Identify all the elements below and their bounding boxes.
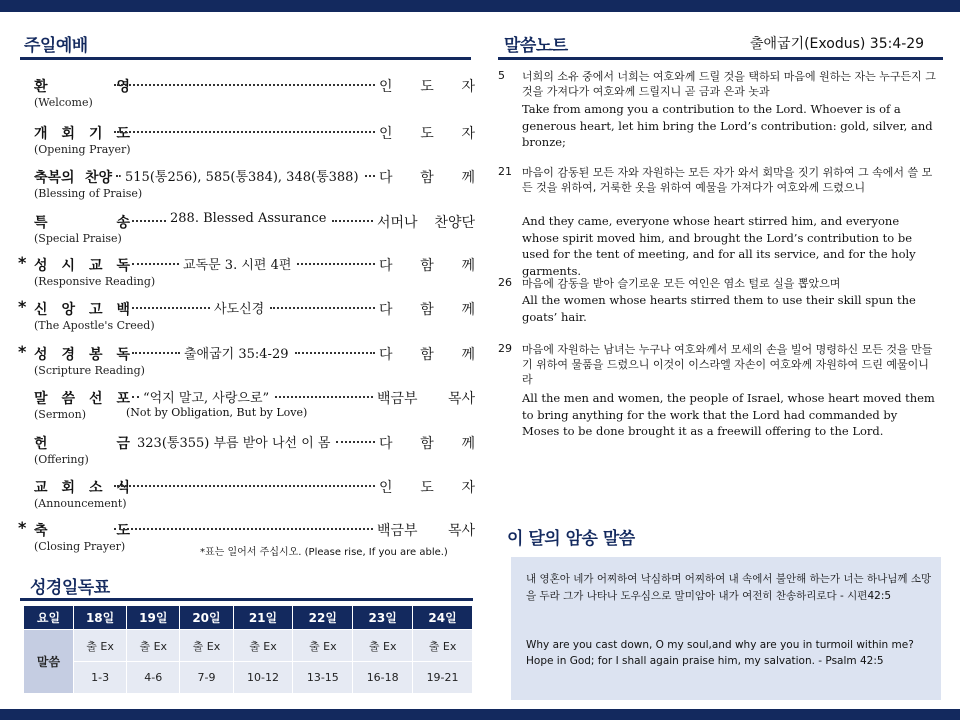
reading-header-day: 19일	[127, 606, 180, 630]
order-item	[20, 210, 475, 250]
order-item-leader-part: 도	[420, 126, 434, 142]
order-item-leader-part: 함	[420, 436, 434, 452]
worship-title: 주일예배	[24, 36, 88, 56]
order-item-english: (The Apostle's Creed)	[34, 319, 155, 332]
order-item-leader-part: 께	[461, 436, 475, 452]
order-item	[20, 431, 475, 471]
reading-header-day: 24일	[413, 606, 473, 630]
order-item-name-part: 송	[116, 215, 130, 231]
verse-english: All the men and women, the people of Israel, whose heart moved them to bring anything for the work that the Lord had commanded by Moses to be done brought it as a freewill offering to the Lord.	[522, 391, 935, 438]
leader-dots	[295, 352, 375, 354]
order-item-name-part: 독	[116, 347, 130, 363]
order-item-name-part: 도	[116, 523, 130, 539]
leader-dots	[114, 84, 375, 86]
order-item-leader-part: 함	[420, 302, 434, 318]
order-item-english: (Closing Prayer)	[34, 540, 126, 553]
leader-dots	[275, 396, 373, 398]
order-item-subcontent: (Not by Obligation, But by Love)	[126, 406, 308, 419]
order-item	[20, 342, 475, 382]
order-item-leader-part: 도	[420, 480, 434, 496]
order-item-leader	[379, 76, 475, 96]
order-item-name-part: 교	[88, 258, 103, 274]
stand-marker: *	[18, 518, 27, 537]
order-item-leader-part: 자	[461, 79, 475, 95]
reading-book-cell: 출 Ex	[413, 630, 473, 662]
reading-book-cell: 출 Ex	[74, 630, 127, 662]
verse-number: 5	[498, 69, 505, 82]
order-item-leader	[377, 212, 475, 232]
order-item-name-part: 포	[116, 391, 130, 407]
order-item-name	[34, 433, 130, 453]
order-item-name-part: 영	[116, 79, 130, 95]
verse-korean: 너희의 소유 중에서 너희는 여호와께 드릴 것을 택하되 마음에 원하는 자는 누구든지 그것을 가져다가 여호와께 드릴지니 곧 금과 은과 놋과	[522, 70, 936, 98]
order-item-leader-part: 목사	[447, 523, 475, 539]
order-item-english: (Opening Prayer)	[34, 143, 131, 156]
reading-book-cell: 출 Ex	[127, 630, 180, 662]
leader-dots	[132, 263, 179, 265]
reading-book-cell: 출 Ex	[293, 630, 353, 662]
reading-header-day: 21일	[233, 606, 293, 630]
leader-dots	[132, 307, 210, 309]
order-item-leader-part: 께	[461, 170, 475, 186]
order-item-name-part: 선	[88, 391, 103, 407]
order-item-name-part: 경	[61, 347, 76, 363]
reading-chapter-cell: 13-15	[293, 662, 353, 694]
order-item-leader	[379, 344, 475, 364]
order-item-name	[34, 123, 130, 143]
order-item-content: “억지 말고, 사랑으로”	[143, 391, 270, 406]
leader-dots	[332, 220, 373, 222]
order-item-name-part: 소	[88, 480, 103, 496]
order-item-leader-part: 자	[461, 126, 475, 142]
reading-chapter-cell: 16-18	[353, 662, 413, 694]
order-item-leader-part: 다	[379, 258, 393, 274]
order-item-name-part: 찬양	[84, 170, 112, 186]
order-item	[20, 165, 475, 205]
leader-dots	[114, 485, 375, 487]
leader-dots	[336, 441, 375, 443]
order-item-leader-part: 도	[420, 79, 434, 95]
worship-title-rule	[20, 57, 471, 60]
reading-chapter-cell: 10-12	[233, 662, 293, 694]
order-item-name-part: 교	[34, 480, 48, 496]
order-item-leader-part: 다	[379, 347, 393, 363]
order-item-leader-part: 서머나	[377, 215, 418, 231]
order-item-name-part: 특	[34, 215, 48, 231]
order-item-english: (Offering)	[34, 453, 89, 466]
order-item-name-part: 도	[116, 126, 130, 142]
verse-korean: 마음이 감동된 모든 자와 자원하는 모든 자가 와서 회막을 짓기 위하여 그 속에서 쓸 모든 것을 위하여, 거룩한 옷을 위하여 예물을 가져다가 여호와께 드렸으니	[522, 166, 933, 194]
order-item-leader-part: 께	[461, 302, 475, 318]
order-item-name	[34, 520, 130, 540]
order-item-leader	[379, 299, 475, 319]
leader-dots	[114, 131, 375, 133]
order-item-english: (Special Praise)	[34, 232, 122, 245]
order-item-name	[34, 167, 112, 187]
order-item	[20, 74, 475, 114]
order-item-name-part: 독	[116, 258, 130, 274]
order-item-leader-part: 께	[461, 347, 475, 363]
order-item-name-part: 식	[116, 480, 130, 496]
order-item-leader-part: 인	[379, 79, 393, 95]
order-item-name-part: 금	[116, 436, 130, 452]
memory-verse-box	[511, 557, 941, 700]
order-item-english: (Responsive Reading)	[34, 275, 156, 288]
order-item-english: (Scripture Reading)	[34, 364, 145, 377]
order-item	[20, 253, 475, 293]
order-item-leader-part: 함	[420, 258, 434, 274]
order-item-leader	[379, 433, 475, 453]
reading-row-chapters	[24, 662, 473, 694]
order-item-leader-part: 다	[379, 302, 393, 318]
order-item-name-part: 헌	[34, 436, 48, 452]
order-item-name-part: 성	[34, 258, 48, 274]
reading-header-label: 요일	[24, 606, 74, 630]
notes-title: 말씀노트	[504, 36, 568, 56]
rise-note: *표는 일어서 주십시오. (Please rise, If you are able.)	[200, 547, 448, 558]
order-item-leader-part: 백금부	[377, 523, 418, 539]
notes-title-rule	[498, 57, 943, 60]
reading-header-day: 20일	[180, 606, 233, 630]
order-item	[20, 386, 475, 426]
order-item-leader-part: 함	[420, 170, 434, 186]
order-item-name-part: 성	[34, 347, 48, 363]
memory-title: 이 달의 암송 말씀	[507, 529, 635, 549]
leader-dots	[365, 175, 375, 177]
verse-number: 29	[498, 342, 512, 355]
reading-header-day: 22일	[293, 606, 353, 630]
leader-dots	[132, 352, 180, 354]
order-item-leader-part: 다	[379, 170, 393, 186]
order-item-english: (Announcement)	[34, 497, 127, 510]
reading-row-books	[24, 630, 473, 662]
reading-row-label: 말씀	[24, 630, 74, 694]
order-item-leader	[379, 123, 475, 143]
order-item-content: 교독문 3. 시편 4편	[183, 258, 292, 273]
leader-dots	[116, 175, 121, 177]
order-item-name-part: 환	[34, 79, 48, 95]
reading-title: 성경일독표	[30, 578, 110, 598]
order-item-name-part: 축	[34, 523, 48, 539]
order-item-leader-part: 께	[461, 258, 475, 274]
order-item	[20, 297, 475, 337]
order-item-leader	[377, 388, 475, 408]
stand-marker: *	[18, 253, 27, 272]
order-item-name	[34, 76, 130, 96]
order-item-name-part: 봉	[88, 347, 103, 363]
order-item-name	[34, 212, 130, 232]
order-item-name-part: 회	[61, 126, 76, 142]
order-item-leader-part: 목사	[447, 391, 475, 407]
reading-table	[23, 605, 473, 694]
order-item-name-part: 개	[34, 126, 48, 142]
verse-korean: 마음에 자원하는 남녀는 누구나 여호와께서 모세의 손을 빌어 명령하신 모든 것을 만들기 위하여 물품을 드렸으니 이것이 이스라엘 자손이 여호와께 자원하여 드린 예물이니라	[522, 343, 933, 386]
memory-verse-korean: 내 영혼아 네가 어찌하여 낙심하며 어찌하여 내 속에서 불안해 하는가 너는 하나님께 소망을 두라 그가 나타나 도우심으로 말미암아 내가 여전히 찬송하리로다 - 시편42:5	[526, 573, 932, 602]
stand-marker: *	[18, 297, 27, 316]
order-item-leader-part: 인	[379, 126, 393, 142]
order-item-name-part: 시	[61, 258, 76, 274]
order-item-name-part: 앙	[61, 302, 76, 318]
leader-dots	[132, 220, 166, 222]
order-item-name-part: 신	[34, 302, 48, 318]
leader-dots	[114, 528, 373, 530]
order-item	[20, 475, 475, 515]
order-item-name-part: 축복의	[34, 170, 75, 186]
order-item-name	[34, 477, 130, 497]
order-item-leader-part: 함	[420, 347, 434, 363]
reading-chapter-cell: 7-9	[180, 662, 233, 694]
order-item-leader-part: 찬양단	[434, 215, 475, 231]
leader-dots	[132, 396, 139, 398]
order-item-name-part: 기	[88, 126, 103, 142]
order-item-content: 323(통355) 부름 받아 나선 이 몸	[137, 436, 331, 451]
reading-title-rule	[20, 598, 473, 601]
reading-chapter-cell: 4-6	[127, 662, 180, 694]
verse-korean: 마음에 감동을 받아 슬기로운 모든 여인은 염소 털로 실을 뽑았으며	[522, 277, 841, 290]
order-item-name	[34, 255, 130, 275]
order-item-english: (Welcome)	[34, 96, 93, 109]
reading-chapter-cell: 19-21	[413, 662, 473, 694]
order-item-leader-part: 인	[379, 480, 393, 496]
verse-number: 26	[498, 276, 512, 289]
order-item-leader	[379, 255, 475, 275]
reading-book-cell: 출 Ex	[233, 630, 293, 662]
order-item-leader-part: 다	[379, 436, 393, 452]
leader-dots	[270, 307, 375, 309]
reading-header-day: 23일	[353, 606, 413, 630]
bottom-band	[0, 709, 960, 720]
order-item-name-part: 말	[34, 391, 48, 407]
verse-english: Take from among you a contribution to the Lord. Whoever is of a generous heart, let him bring the Lord’s contribution: gold, silver, and bronze;	[522, 102, 933, 149]
reading-header-day: 18일	[74, 606, 127, 630]
order-item-content: 515(통256), 585(통384), 348(통388)	[125, 170, 359, 185]
order-item	[20, 121, 475, 161]
reading-book-cell: 출 Ex	[353, 630, 413, 662]
order-item-leader-part: 자	[461, 480, 475, 496]
stand-marker: *	[18, 342, 27, 361]
order-item-leader-part: 백금부	[377, 391, 418, 407]
order-item-english: (Blessing of Praise)	[34, 187, 143, 200]
order-item-leader	[377, 520, 475, 540]
order-item-leader	[379, 477, 475, 497]
memory-verse-english: Why are you cast down, O my soul,and why are you in turmoil within me? Hope in God; for I shall again praise him, my salvation. - Psalm 42:5	[526, 639, 914, 667]
order-item-name-part: 백	[116, 302, 130, 318]
order-item-name-part: 고	[88, 302, 103, 318]
order-item-name-part: 씀	[61, 391, 76, 407]
scripture-reference: 출애굽기(Exodus) 35:4-29	[750, 36, 925, 52]
order-item-english: (Sermon)	[34, 408, 87, 421]
order-item-name-part: 회	[61, 480, 76, 496]
order-item-content: 출애굽기 35:4-29	[184, 347, 289, 362]
order-item-name	[34, 344, 130, 364]
order-item-name	[34, 388, 130, 408]
reading-book-cell: 출 Ex	[180, 630, 233, 662]
leader-dots	[297, 263, 375, 265]
order-item-content: 288. Blessed Assurance	[170, 211, 327, 226]
top-band	[0, 0, 960, 12]
reading-chapter-cell: 1-3	[74, 662, 127, 694]
order-item-name	[34, 299, 130, 319]
verse-english: And they came, everyone whose heart stirred him, and everyone whose spirit moved him, and brought the Lord’s contribution to be used for the tent of meeting, and for all its service, and for the holy garments.	[522, 214, 916, 278]
order-item-content: 사도신경	[214, 302, 265, 317]
reading-table-header	[24, 606, 473, 630]
order-item-leader	[379, 167, 475, 187]
verse-number: 21	[498, 165, 512, 178]
verse-english: All the women whose hearts stirred them to use their skill spun the goats’ hair.	[522, 293, 916, 324]
